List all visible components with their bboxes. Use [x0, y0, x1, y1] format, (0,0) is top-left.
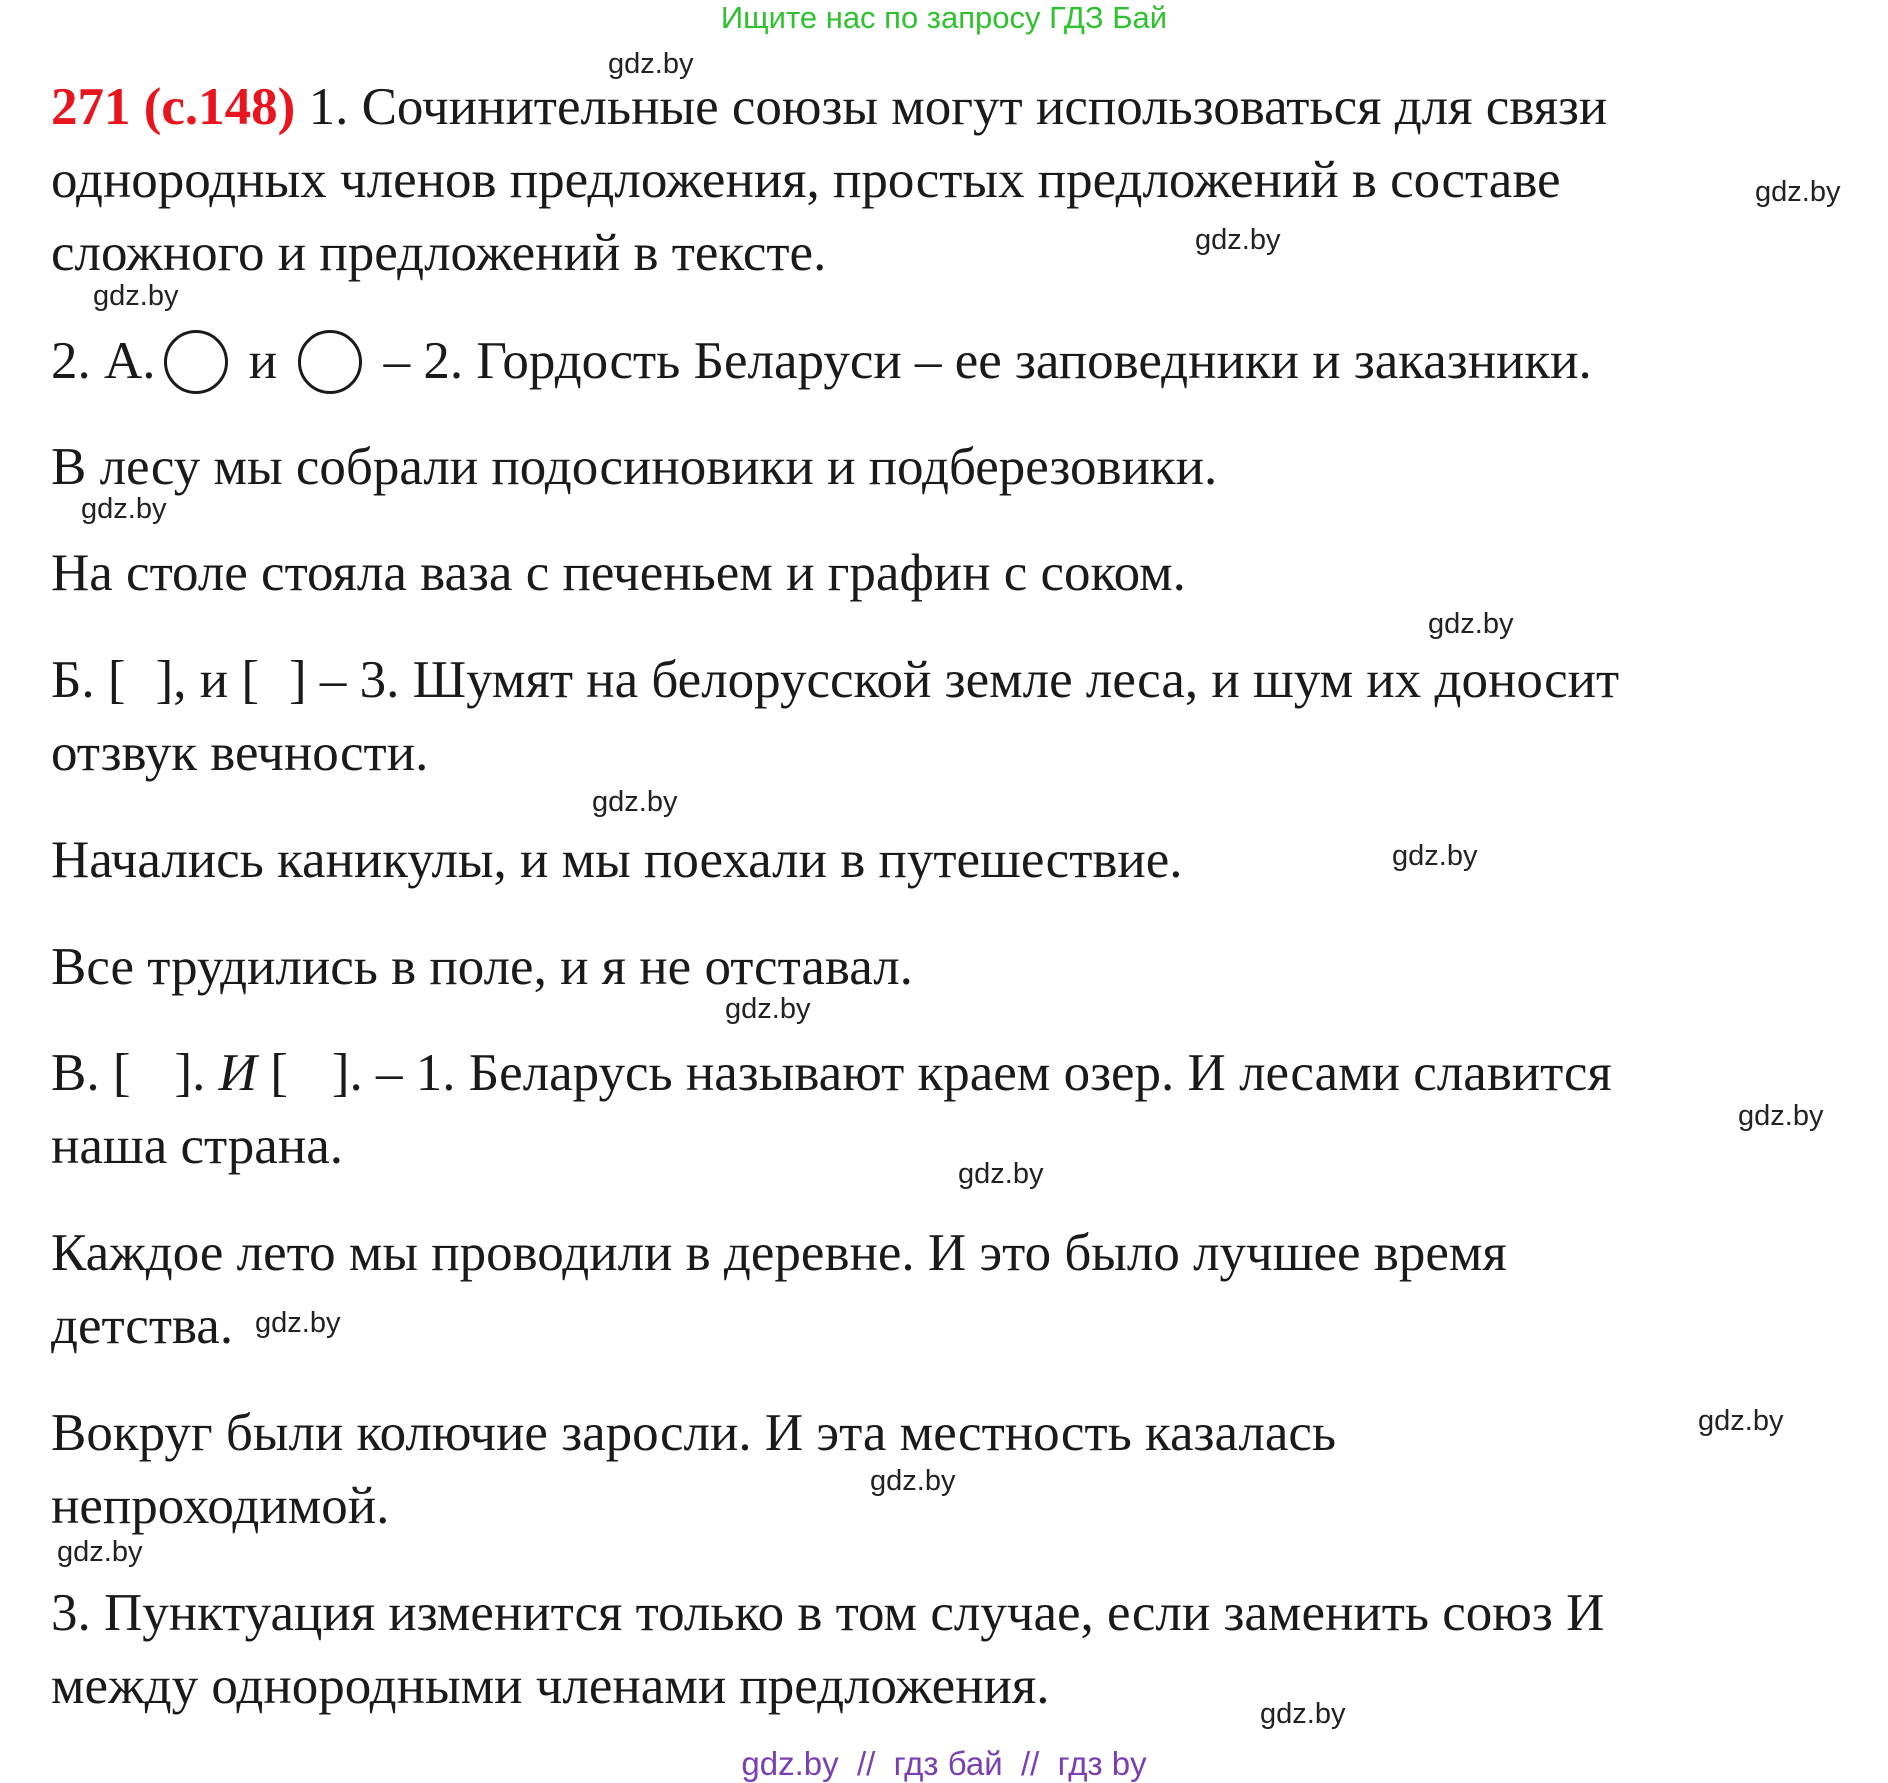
scheme-v-italic-conj: И [218, 1044, 257, 1102]
task-line-1-text: 1. Сочинительные союзы могут использоваться для связи [295, 78, 1608, 136]
footer-links[interactable]: gdz.by // гдз бай // гдз by [741, 1745, 1147, 1782]
watermark: gdz.by [1738, 1100, 1824, 1132]
watermark: gdz.by [725, 993, 811, 1025]
scheme-v-mid: ]. [174, 1044, 206, 1102]
watermark: gdz.by [1260, 1698, 1346, 1730]
scheme-b-example-1: Начались каникулы, и мы поехали в путешествие. [51, 831, 1183, 889]
task-line-3: сложного и предложений в тексте. [51, 224, 827, 282]
watermark: gdz.by [870, 1465, 956, 1497]
watermark: gdz.by [57, 1536, 143, 1568]
scheme-v-bracket: [ [256, 1044, 288, 1102]
scheme-v-example-1b: детства. [51, 1297, 234, 1355]
scheme-v-example-1a: Каждое лето мы проводили в деревне. И это было лучшее время [51, 1224, 1507, 1282]
scheme-b-line [51, 650, 1619, 710]
task-line-2: однородных членов предложения, простых предложений в составе [51, 151, 1561, 209]
scheme-a-conj: и [248, 332, 278, 390]
circle-icon [298, 330, 362, 394]
scheme-a-example-1: В лесу мы собрали подосиновики и подберезовики. [51, 438, 1218, 496]
watermark: gdz.by [608, 48, 694, 80]
scheme-a-prefix: 2. А. [51, 332, 156, 390]
task-line-1 [51, 77, 1607, 137]
watermark: gdz.by [958, 1158, 1044, 1190]
watermark: gdz.by [592, 786, 678, 818]
scheme-v-line [51, 1043, 1612, 1103]
scheme-a-rest: – 2. Гордость Беларуси – ее заповедники и заказники. [383, 332, 1592, 390]
watermark: gdz.by [81, 493, 167, 525]
scheme-v-example-2a: Вокруг были колючие заросли. И эта местность казалась [51, 1404, 1337, 1462]
watermark: gdz.by [93, 280, 179, 312]
scheme-b-prefix: Б. [ [51, 651, 126, 709]
scheme-a-example-2: На столе стояла ваза с печеньем и графин с соком. [51, 544, 1186, 602]
scheme-v-prefix: В. [ [51, 1044, 131, 1102]
scheme-b-line-cont: отзвук вечности. [51, 724, 429, 782]
scheme-a-line [51, 330, 1592, 394]
watermark: gdz.by [1755, 176, 1841, 208]
top-banner[interactable]: Ищите нас по запросу ГДЗ Бай [720, 0, 1168, 35]
scheme-b-rest: ] – 3. Шумят на белорусской земле леса, и шум их доносит [289, 651, 1620, 709]
scheme-v-example-2b: непроходимой. [51, 1477, 390, 1535]
point-3-line-2: между однородными членами предложения. [51, 1657, 1050, 1715]
watermark: gdz.by [255, 1307, 341, 1339]
scheme-v-rest: ]. – 1. Беларусь называют краем озер. И лесами славится [331, 1044, 1612, 1102]
watermark: gdz.by [1428, 608, 1514, 640]
scheme-b-example-2: Все трудились в поле, и я не отставал. [51, 938, 913, 996]
watermark: gdz.by [1392, 840, 1478, 872]
scheme-v-line-cont: наша страна. [51, 1117, 343, 1175]
circle-icon [164, 330, 228, 394]
watermark: gdz.by [1698, 1405, 1784, 1437]
task-number: 271 (с.148) [51, 78, 296, 136]
watermark: gdz.by [1195, 224, 1281, 256]
scheme-b-mid: ], и [ [155, 651, 260, 709]
point-3-line-1: 3. Пунктуация изменится только в том случае, если заменить союз И [51, 1584, 1605, 1642]
